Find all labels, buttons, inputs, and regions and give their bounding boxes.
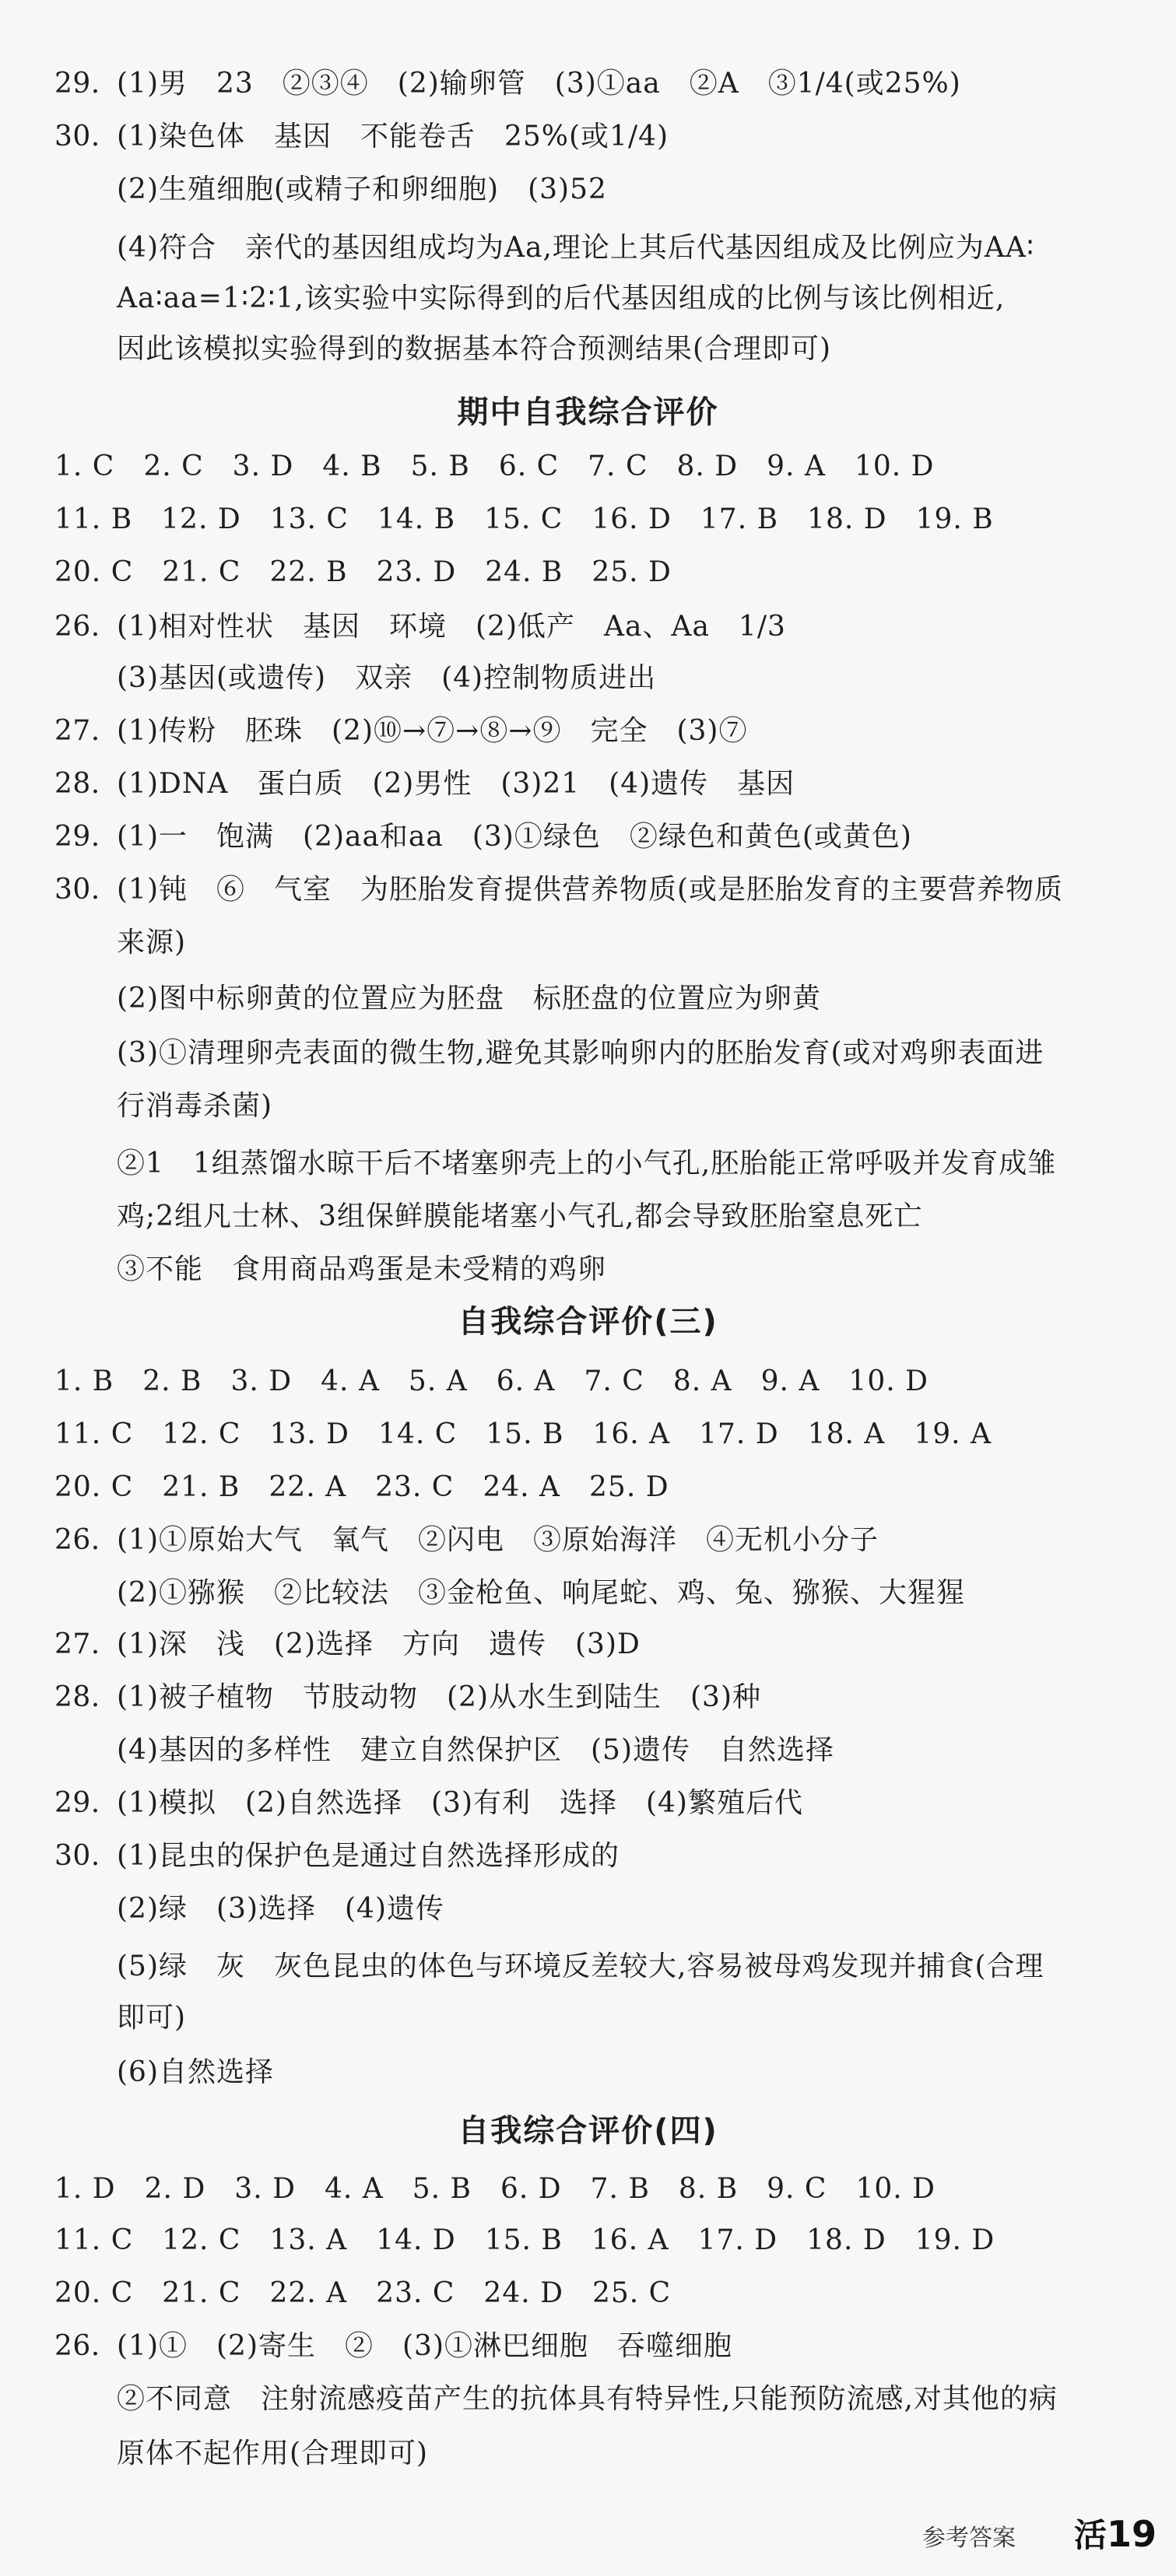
- answer-text: (4)符合 亲代的基因组成均为Aa,理论上其后代基因组成及比例应为AA∶: [117, 232, 1035, 264]
- page-number: 19: [1107, 2513, 1157, 2555]
- answer-line: [0, 1724, 1176, 1777]
- answer-text: (3)①清理卵壳表面的微生物,避免其影响卵内的胚胎发育(或对鸡卵表面进: [117, 1037, 1044, 1069]
- answer-line: [0, 811, 1176, 864]
- question-number: 30.: [54, 121, 100, 152]
- section-title: 自我综合评价(三): [458, 1304, 718, 1340]
- answer-line: [0, 163, 1176, 216]
- answer-line: [0, 1027, 1176, 1080]
- badge-prefix: 活: [1074, 2516, 1108, 2554]
- answer-text: (2)生殖细胞(或精子和卵细胞) (3)52: [117, 173, 607, 205]
- answer-line: [0, 272, 1176, 325]
- choice-row: [0, 546, 1176, 599]
- answer-line: [0, 1514, 1176, 1567]
- answer-text: (2)①猕猴 ②比较法 ③金枪鱼、响尾蛇、鸡、兔、猕猴、大猩猩: [117, 1577, 965, 1609]
- question-number: 29.: [54, 68, 100, 100]
- answer-line: [0, 222, 1176, 275]
- answer-line: [0, 916, 1176, 969]
- choice-row: [0, 1355, 1176, 1408]
- choice-answers: 1. B 2. B 3. D 4. A 5. A 6. A 7. C 8. A 9. A 10. D: [54, 1365, 929, 1397]
- footer-label: 参考答案: [922, 2525, 1016, 2552]
- answer-line: [0, 1618, 1176, 1671]
- choice-answers: 20. C 21. B 22. A 23. C 24. A 25. D: [54, 1471, 669, 1503]
- answer-line: [0, 2373, 1176, 2426]
- answer-line: [0, 2427, 1176, 2480]
- section-title: 期中自我综合评价: [457, 394, 719, 430]
- answer-line: [0, 1830, 1176, 1883]
- question-number: 27.: [54, 715, 100, 747]
- answer-text: Aa∶aa=1∶2∶1,该实验中实际得到的后代基因组成的比例与该比例相近,: [117, 282, 1006, 314]
- question-number: 30.: [54, 874, 100, 906]
- answer-line: [0, 1137, 1176, 1190]
- choice-answers: 20. C 21. C 22. B 23. D 24. B 25. D: [54, 556, 672, 588]
- choice-row: [0, 1461, 1176, 1514]
- answer-text: (1)男 23 ②③④ (2)输卵管 (3)①aa ②A ③1/4(或25%): [117, 68, 961, 100]
- choice-row: [0, 1408, 1176, 1461]
- answer-line: [0, 601, 1176, 654]
- choice-answers: 1. D 2. D 3. D 4. A 5. B 6. D 7. B 8. B 9. C 10. D: [54, 2173, 936, 2205]
- choice-answers: 20. C 21. C 22. A 23. C 24. D 25. C: [54, 2277, 672, 2309]
- question-number: 29.: [54, 821, 100, 853]
- question-number: 26.: [54, 611, 100, 643]
- answer-text: 鸡;2组凡士林、3组保鲜膜能堵塞小气孔,都会导致胚胎窒息死亡: [117, 1200, 923, 1232]
- answer-text: (1)昆虫的保护色是通过自然选择形成的: [117, 1840, 620, 1872]
- answer-line: [0, 323, 1176, 376]
- answer-text: 即可): [117, 2002, 187, 2034]
- choice-row: [0, 2267, 1176, 2320]
- answer-text: 行消毒杀菌): [117, 1090, 273, 1122]
- question-number: 30.: [54, 1840, 100, 1872]
- choice-answers: 1. C 2. C 3. D 4. B 5. B 6. C 7. C 8. D 9. A 10. D: [54, 450, 935, 482]
- choice-row: [0, 440, 1176, 493]
- answer-text: (2)图中标卵黄的位置应为胚盘 标胚盘的位置应为卵黄: [117, 983, 821, 1015]
- question-number: 28.: [54, 1681, 100, 1713]
- answer-line: [0, 705, 1176, 758]
- answer-line: [0, 1992, 1176, 2045]
- answer-line: [0, 1671, 1176, 1724]
- answer-line: [0, 110, 1176, 163]
- answer-text: 来源): [117, 927, 187, 959]
- answer-line: [0, 864, 1176, 916]
- answer-text: ②不同意 注射流感疫苗产生的抗体具有特异性,只能预防流感,对其他的病: [117, 2383, 1058, 2415]
- question-number: 27.: [54, 1628, 100, 1660]
- answer-text: 因此该模拟实验得到的数据基本符合预测结果(合理即可): [117, 333, 832, 365]
- answer-text: (1)①原始大气 氧气 ②闪电 ③原始海洋 ④无机小分子: [117, 1524, 879, 1556]
- choice-row: [0, 493, 1176, 546]
- choice-answers: 11. C 12. C 13. A 14. D 15. B 16. A 17. D 18. D 19. D: [54, 2224, 995, 2256]
- answer-text: (1)传粉 胚珠 (2)⑩→⑦→⑧→⑨ 完全 (3)⑦: [117, 715, 748, 747]
- answer-text: (5)绿 灰 灰色昆虫的体色与环境反差较大,容易被母鸡发现并捕食(合理: [117, 1950, 1044, 1982]
- answer-text: (2)绿 (3)选择 (4)遗传: [117, 1893, 444, 1925]
- answer-line: [0, 1190, 1176, 1243]
- answer-line: [0, 2046, 1176, 2099]
- question-number: 29.: [54, 1787, 100, 1819]
- answer-line: [0, 2320, 1176, 2373]
- question-number: 26.: [54, 1524, 100, 1556]
- answer-text: ③不能 食用商品鸡蛋是未受精的鸡卵: [117, 1253, 607, 1285]
- answer-text: (1)模拟 (2)自然选择 (3)有利 选择 (4)繁殖后代: [117, 1787, 803, 1819]
- answer-line: [0, 1883, 1176, 1936]
- answer-line: [0, 1243, 1176, 1296]
- answer-line: [0, 1567, 1176, 1620]
- answer-line: [0, 973, 1176, 1025]
- answer-text: ②1 1组蒸馏水晾干后不堵塞卵壳上的小气孔,胚胎能正常呼吸并发育成雏: [117, 1148, 1057, 1179]
- question-number: 28.: [54, 768, 100, 800]
- section-title: 自我综合评价(四): [458, 2113, 718, 2149]
- answer-line: [0, 58, 1176, 110]
- answer-text: (6)自然选择: [117, 2056, 274, 2088]
- answer-text: (1)被子植物 节肢动物 (2)从水生到陆生 (3)种: [117, 1681, 761, 1713]
- answer-text: (1)一 饱满 (2)aa和aa (3)①绿色 ②绿色和黄色(或黄色): [117, 821, 912, 853]
- answer-text: (1)相对性状 基因 环境 (2)低产 Aa、Aa 1/3: [117, 611, 786, 643]
- answer-text: (1)钝 ⑥ 气室 为胚胎发育提供营养物质(或是胚胎发育的主要营养物质: [117, 874, 1064, 906]
- answer-line: [0, 1777, 1176, 1830]
- answer-text: (1)深 浅 (2)选择 方向 遗传 (3)D: [117, 1628, 641, 1660]
- answer-line: [0, 758, 1176, 811]
- answer-text: (1)① (2)寄生 ② (3)①淋巴细胞 吞噬细胞: [117, 2330, 732, 2362]
- answer-text: (3)基因(或遗传) 双亲 (4)控制物质进出: [117, 662, 657, 694]
- choice-row: [0, 2163, 1176, 2216]
- choice-row: [0, 2214, 1176, 2267]
- choice-answers: 11. C 12. C 13. D 14. C 15. B 16. A 17. D 18. A 19. A: [54, 1418, 992, 1450]
- page-number-badge: [1074, 2510, 1157, 2557]
- answer-text: (1)染色体 基因 不能卷舌 25%(或1/4): [117, 121, 669, 152]
- answer-text: 原体不起作用(合理即可): [117, 2438, 429, 2469]
- answer-line: [0, 1080, 1176, 1133]
- answer-line: [0, 652, 1176, 705]
- question-number: 26.: [54, 2330, 100, 2362]
- choice-answers: 11. B 12. D 13. C 14. B 15. C 16. D 17. B 18. D 19. B: [54, 503, 994, 535]
- answer-text: (1)DNA 蛋白质 (2)男性 (3)21 (4)遗传 基因: [117, 768, 795, 800]
- answer-text: (4)基因的多样性 建立自然保护区 (5)遗传 自然选择: [117, 1734, 834, 1766]
- answer-line: [0, 1940, 1176, 1993]
